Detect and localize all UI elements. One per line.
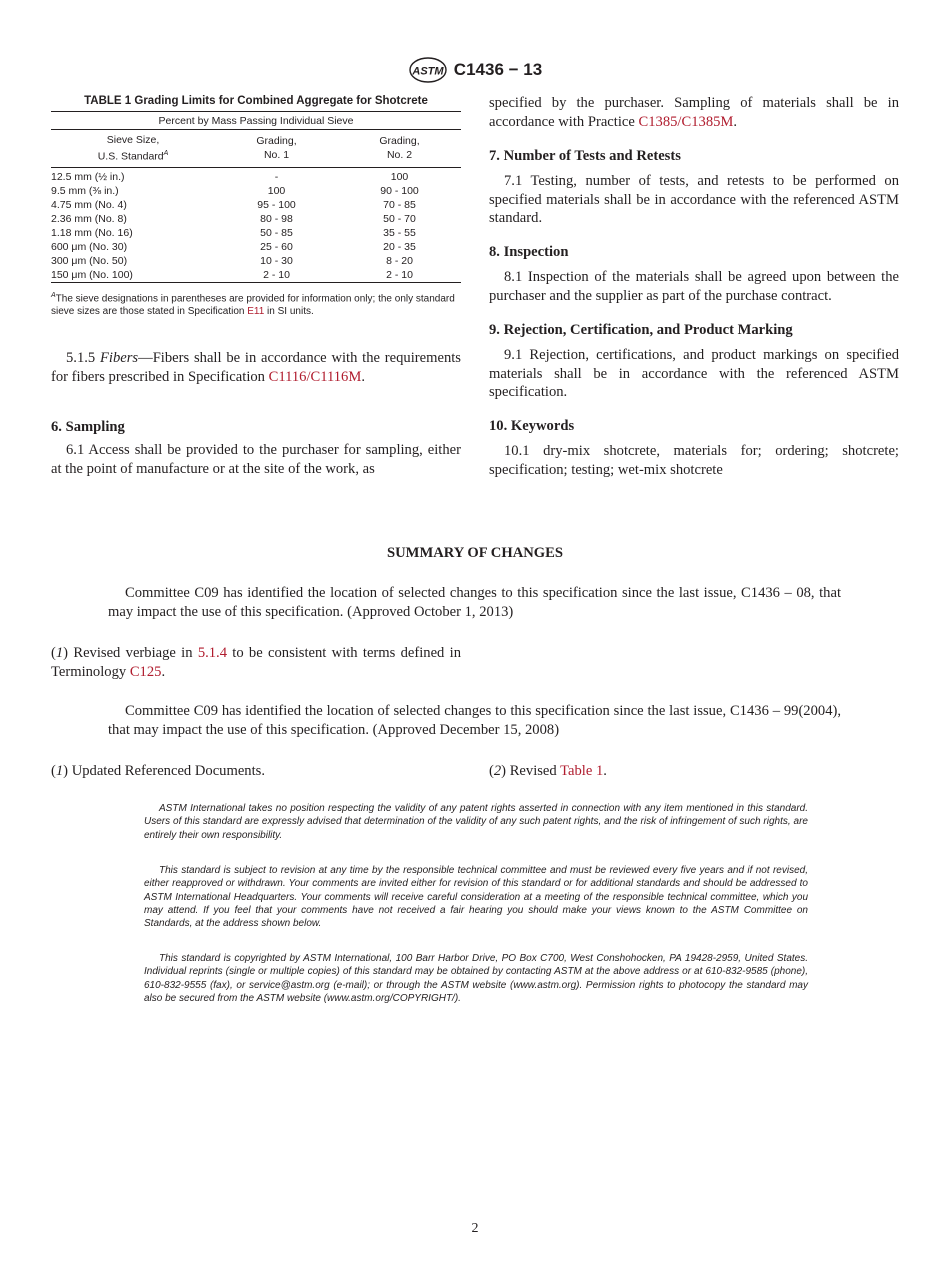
paragraph-5-1-5: 5.1.5 Fibers—Fibers shall be in accordance with the requirements for fibers prescribed in Specification C1116/C1116M. <box>51 350 461 385</box>
summary-title: SUMMARY OF CHANGES <box>387 545 563 561</box>
table-footnote: $^A$The sieve designations in parentheses are provided for information only; the only standard sieve sizes are those stated in Specification E11 in SI units. <box>51 291 455 318</box>
col-header-g2-line2: No. 2 <box>386 149 413 162</box>
section-6-continued <box>489 94 899 131</box>
table-1 <box>51 95 461 319</box>
page-number: 2 <box>471 1221 479 1236</box>
col-header-sieve-line2: U.S. Standard <box>97 150 164 163</box>
table-title: TABLE 1 Grading Limits for Combined Aggregate for Shotcrete <box>84 95 428 107</box>
page-header <box>0 56 950 89</box>
heading-sampling: 6. Sampling <box>51 419 125 435</box>
paragraph-10-1: 10.1 dry-mix shotcrete, materials for; ordering; shotcrete; specification; testing; wet-mix shotcrete <box>489 443 899 478</box>
col-header-sieve-line1: Sieve Size, <box>106 134 160 146</box>
section-7 <box>489 147 899 228</box>
link-table-1[interactable]: Table 1 <box>560 763 604 779</box>
legal-patent-notice: ASTM International takes no position respecting the validity of any patent rights asserted in connection with any item mentioned in this standard. Users of this standard are expressly advised that determination of the validity of any such patent rights, and the risk of infringement of such rights, are entirely their own responsibility. <box>144 803 808 841</box>
section-9 <box>489 321 899 402</box>
col-header-g1-line2: No. 1 <box>263 149 290 162</box>
paragraph-9-1: 9.1 Rejection, certifications, and product markings on specified materials shall be in accordance with the referenced ASTM specification. <box>489 347 899 400</box>
logo-text: ASTM <box>412 65 444 78</box>
section-10 <box>489 417 899 479</box>
table-row: 9.5 mm (⅜ in.) 100 90 - 100 <box>51 184 419 197</box>
link-5-1-4[interactable]: 5.1.4 <box>197 645 227 661</box>
table-row: 600 μm (No. 30) 25 - 60 20 - 35 <box>51 240 416 253</box>
legal-copyright-notice: This standard is copyrighted by ASTM International, 100 Barr Harbor Drive, PO Box C700, West Conshohocken, PA 19428-2959, United States. Individual reprints (single or multiple copies) of this standard may be obtained by contacting ASTM at the above address or at 610-832-9585 (phone), 610-832-9555 (fax), or service@astm.org (e-mail); or through the ASTM website (www.astm.org). Permission rights to photocopy the standard may also be secured from the ASTM website (www.astm.org/COPYRIGHT/). <box>144 953 808 1004</box>
paragraph-6-1: 6.1 Access shall be provided to the purchaser for sampling, either at the point of manufacture or at the site of the work, as <box>51 442 461 477</box>
col-header-grading-1 <box>215 130 338 164</box>
heading-keywords: 10. Keywords <box>489 418 575 434</box>
col-header-g2-line1: Grading, <box>379 135 420 148</box>
table-row: 1.18 mm (No. 16) 50 - 85 35 - 55 <box>51 226 416 239</box>
footnote-ref: A <box>163 150 169 157</box>
legal-revision-notice: This standard is subject to revision at any time by the responsible technical committee and must be reviewed every five years and if not revised, either reapproved or withdrawn. Your comments are invited either for revision of this standard or for additional standards and should be addressed to ASTM International Headquarters. Your comments will receive careful consideration at a meeting of the responsible technical committee, which you may attend. If you feel that your comments have not received a fair hearing you should make your views known to the ASTM Committee on Standards, at the address shown below. <box>144 865 808 930</box>
table-row: 300 μm (No. 50) 10 - 30 8 - 20 <box>51 254 413 267</box>
footnote-mark: A <box>51 291 56 299</box>
col-header-g1-line1: Grading, <box>256 135 297 148</box>
section-5-1-5 <box>51 349 461 386</box>
link-c125[interactable]: C125 <box>129 663 162 680</box>
link-c1385[interactable]: C1385/C1385M <box>638 113 734 130</box>
summary-item-1: (1) Revised verbiage in 5.1.4 to be consistent with terms defined in Terminology C125. <box>51 645 461 680</box>
table-row: 150 μm (No. 100) 2 - 10 2 - 10 <box>51 268 461 283</box>
col-header-sieve <box>51 130 215 164</box>
table-row: 2.36 mm (No. 8) 80 - 98 50 - 70 <box>51 212 416 225</box>
section-8 <box>489 243 899 305</box>
table-row: 4.75 mm (No. 4) 95 - 100 70 - 85 <box>51 198 416 211</box>
heading-inspection: 8. Inspection <box>489 244 569 260</box>
summary-item-2b: (2) Revised Table 1. <box>489 763 607 779</box>
col-header-grading-2 <box>338 130 461 164</box>
summary-item-2a: (1) Updated Referenced Documents. <box>51 763 265 779</box>
paragraph-6-1-cont: specified by the purchaser. Sampling of materials shall be in accordance with Practice C1385/C1385M. <box>489 95 899 130</box>
summary-intro-1: Committee C09 has identified the location of selected changes to this specification since the last issue, C1436 – 08, that may impact the use of this specification. (Approved October 1, 2013) <box>108 585 841 620</box>
astm-logo-icon <box>408 56 448 84</box>
paragraph-7-1: 7.1 Testing, number of tests, and retests to be performed on specified materials shall be in accordance with the referenced ASTM standard. <box>489 173 899 226</box>
link-e11[interactable]: E11 <box>247 306 265 318</box>
designation: C1436 − 13 <box>453 60 543 79</box>
section-6 <box>51 418 461 478</box>
table-spanner: Percent by Mass Passing Individual Sieve <box>51 112 461 130</box>
link-c1116[interactable]: C1116/C1116M <box>268 368 362 385</box>
paragraph-8-1: 8.1 Inspection of the materials shall be agreed upon between the purchaser and the supplier as part of the purchase contract. <box>489 269 899 304</box>
summary-intro-2: Committee C09 has identified the location of selected changes to this specification since the last issue, C1436 – 99(2004), that may impact the use of this specification. (Approved December 15, 2008) <box>108 703 841 738</box>
table-row: 12.5 mm (½ in.) - 100 <box>51 170 409 183</box>
heading-rejection: 9. Rejection, Certification, and Product Marking <box>489 322 793 338</box>
heading-tests: 7. Number of Tests and Retests <box>489 148 681 164</box>
